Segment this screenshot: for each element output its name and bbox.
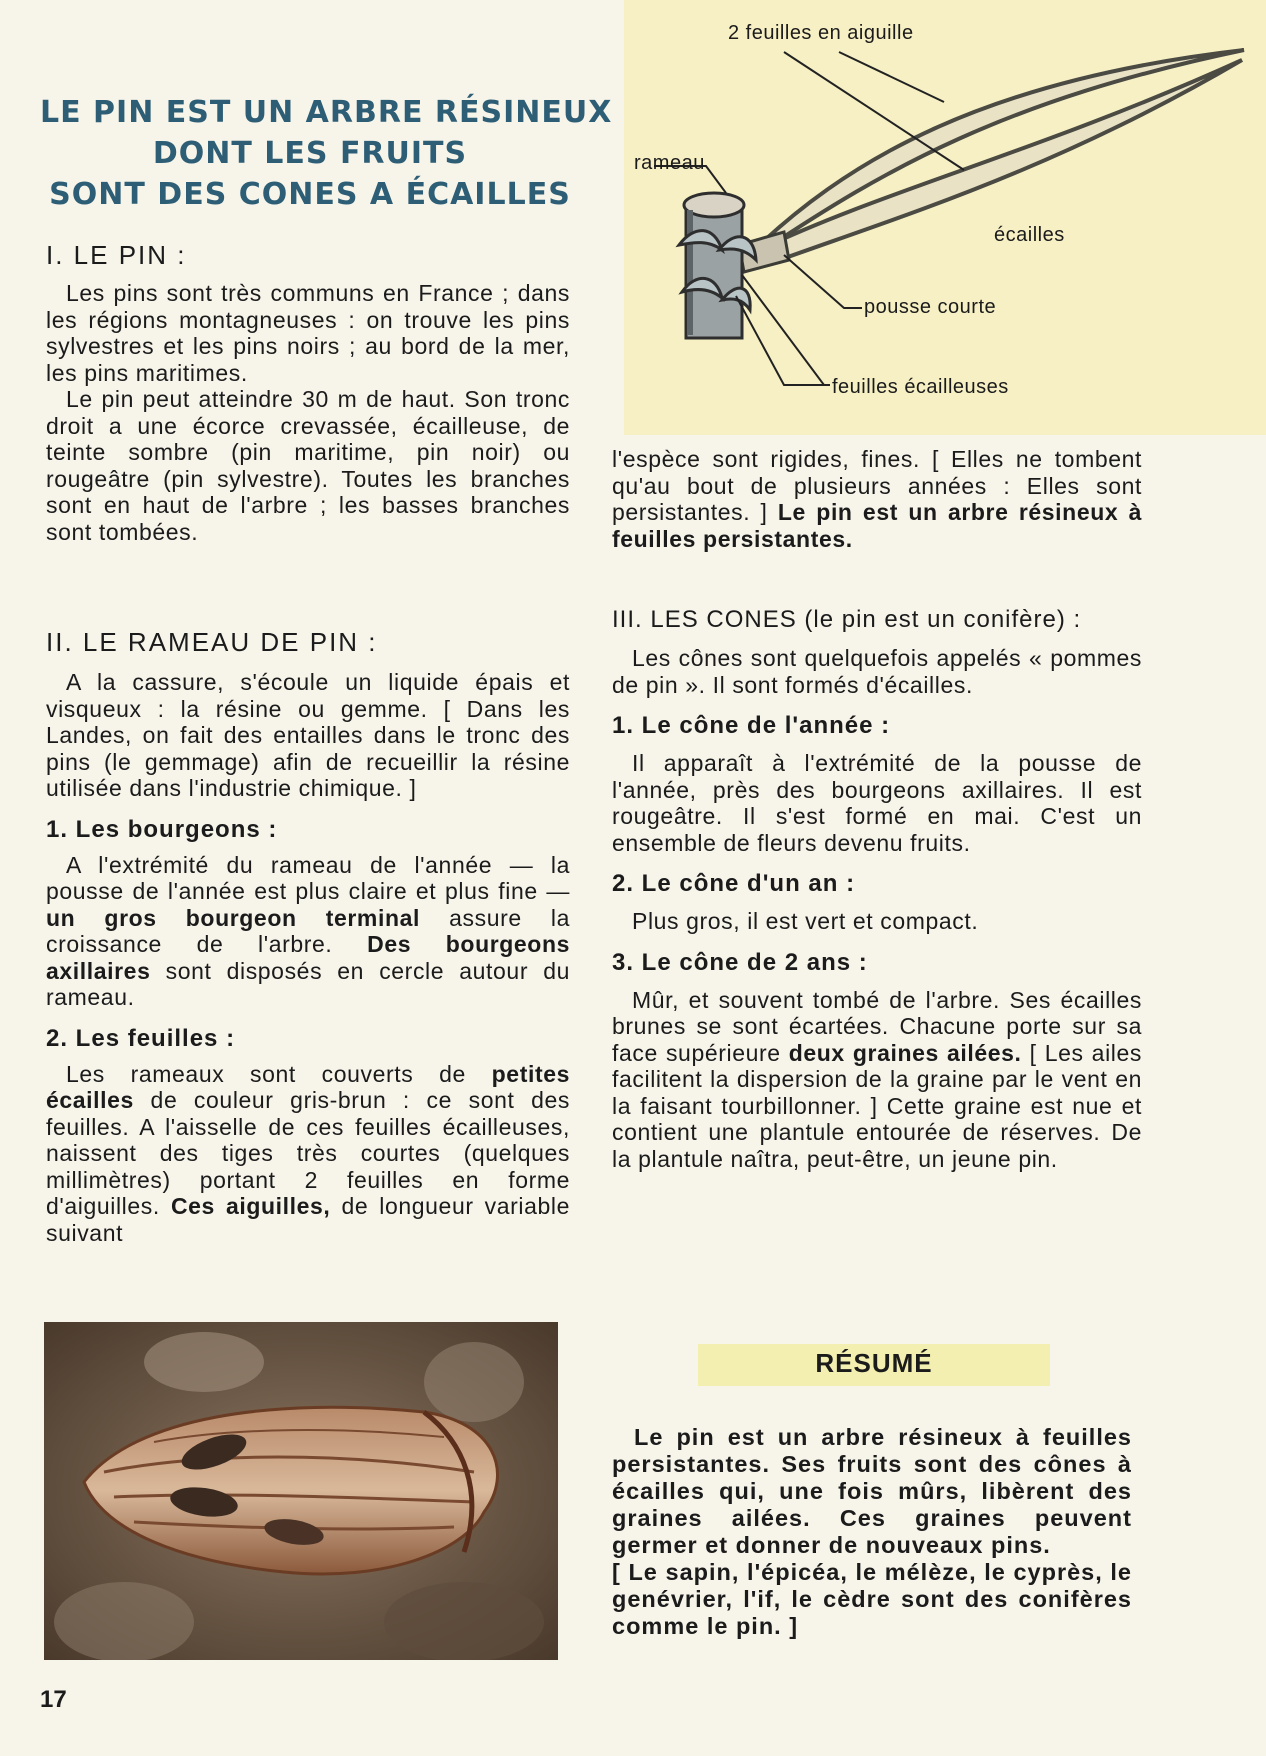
text: A l'extrémité du rameau de l'année — la pousse de l'année est plus claire et plus fine — <box>46 851 570 904</box>
label-ecailles: écailles <box>994 224 1065 246</box>
title-line-2: DONT LES FRUITS <box>152 136 468 171</box>
section-heading: III. LES CONES (le pin est un conifère) : <box>612 606 1082 633</box>
section-heading: I. LE PIN : <box>46 240 187 270</box>
resume-text <box>612 1424 1132 1640</box>
pine-branch-diagram <box>624 0 1266 435</box>
paragraph-bourgeons <box>46 852 570 1011</box>
paragraph: Il apparaît à l'extrémité de la pousse de l'année, près des bourgeons axillaires. Il est rougeâtre. Il s'est formé en mai. C'est un ensemble de fleurs devenu fruits. <box>612 750 1142 856</box>
paragraph-cone-2-ans <box>612 987 1142 1173</box>
title-line-1: LE PIN EST UN ARBRE RÉSINEUX <box>40 95 613 130</box>
page-number: 17 <box>40 1686 67 1713</box>
label-pousse-courte: pousse courte <box>864 296 997 318</box>
title-line-3: SONT DES CONES A ÉCAILLES <box>49 177 571 212</box>
resume-paragraph-bracket: [ Le sapin, l'épicéa, le mélèze, le cyprès, le genévrier, l'if, le cèdre sont des conifères comme le pin. ] <box>612 1559 1132 1639</box>
section-le-pin <box>46 240 570 545</box>
paragraph: A la cassure, s'écoule un liquide épais et visqueux : la résine ou gemme. [ Dans les Landes, on fait des entailles dans le tronc des pins (le gemmage) afin de recueillir la résine utilisée dans l'industrie chimique. ] <box>46 669 570 801</box>
section-cones <box>612 605 1142 1172</box>
text: l'espèce sont rigides, fines. [ Elles ne tombent qu'au bout de plusieurs années : Elles sont persistantes. ] <box>612 446 1142 525</box>
feuilles-continued <box>612 446 1142 552</box>
subheading-bourgeons: 1. Les bourgeons : <box>46 815 278 843</box>
paragraph: Les pins sont très communs en France ; dans les régions montagneuses : on trouve les pins sylvestres et les pins noirs ; au bord de la mer, les pins maritimes. <box>46 280 570 386</box>
paragraph-feuilles <box>46 1061 570 1247</box>
branch-illustration <box>624 0 1266 435</box>
section-rameau <box>46 627 570 1246</box>
text: Mûr, et souvent tombé de l'arbre. Ses écailles brunes se sont écartées. Chacune porte sur sa face supérieure <box>612 986 1142 1066</box>
paragraph-feuilles-cont <box>612 446 1142 552</box>
pine-cone-photo <box>44 1322 558 1660</box>
text: sont disposés en cercle autour du rameau. <box>46 957 570 1010</box>
paragraph: Le pin peut atteindre 30 m de haut. Son tronc droit a une écorce crevassée, écailleuse, de teinte sombre (pin maritime, pin noir) ou rougeâtre (pin sylvestre). Toutes les branches sont en haut de l'arbre ; les basses branches sont tombées. <box>46 386 570 545</box>
subheading-cone-2-ans: 3. Le cône de 2 ans : <box>612 948 868 976</box>
label-2-feuilles: 2 feuilles en aiguille <box>728 22 914 44</box>
paragraph: Plus gros, il est vert et compact. <box>632 908 979 934</box>
bold-text: Des bourgeons axillaires <box>46 931 570 984</box>
resume-paragraph: Le pin est un arbre résineux à feuilles persistantes. Ses fruits sont des cônes à écailles qui, une fois mûrs, libèrent des graines ailées. Ces graines peuvent germer et donner de nouveaux pins. <box>612 1424 1132 1558</box>
page-title <box>40 92 613 215</box>
bold-text: deux graines ailées. <box>788 1039 1022 1066</box>
subheading-cone-annee: 1. Le cône de l'année : <box>612 712 891 739</box>
subheading-cone-un-an: 2. Le cône d'un an : <box>612 870 856 897</box>
section-heading: II. LE RAMEAU DE PIN : <box>46 627 378 657</box>
pine-cone-image <box>44 1322 558 1660</box>
label-feuilles-ecailleuses: feuilles écailleuses <box>832 376 1009 398</box>
bold-text: Ces aiguilles, <box>170 1193 331 1219</box>
text: de couleur gris-brun : ce sont des feuilles. A l'aisselle de ces feuilles écailleuses, naissent des tiges très courtes (quelques millimètres) portant 2 feuilles en forme d'aiguilles. <box>46 1087 570 1219</box>
label-rameau: rameau <box>634 152 705 174</box>
bold-text: petites écailles <box>46 1060 570 1113</box>
text: de longueur variable suivant <box>46 1193 570 1246</box>
text: [ Les ailes facilitent la dispersion de la graine par le vent en la faisant tourbillonner. ] Cette graine est nue et contient une plantule entourée de réserves. De la plantule naîtra, peut-être, un jeune pin. <box>612 1039 1142 1172</box>
bold-text: un gros bourgeon terminal <box>46 904 421 931</box>
bold-text: Le pin est un arbre résineux à feuilles persistantes. <box>612 499 1142 552</box>
text: Les rameaux sont couverts de <box>66 1060 466 1087</box>
resume-title: RÉSUMÉ <box>815 1348 933 1378</box>
paragraph: Les cônes sont quelquefois appelés « pommes de pin ». Il sont formés d'écailles. <box>612 645 1142 698</box>
text: assure la croissance de l'arbre. <box>46 904 570 957</box>
subheading-feuilles: 2. Les feuilles : <box>46 1024 236 1052</box>
